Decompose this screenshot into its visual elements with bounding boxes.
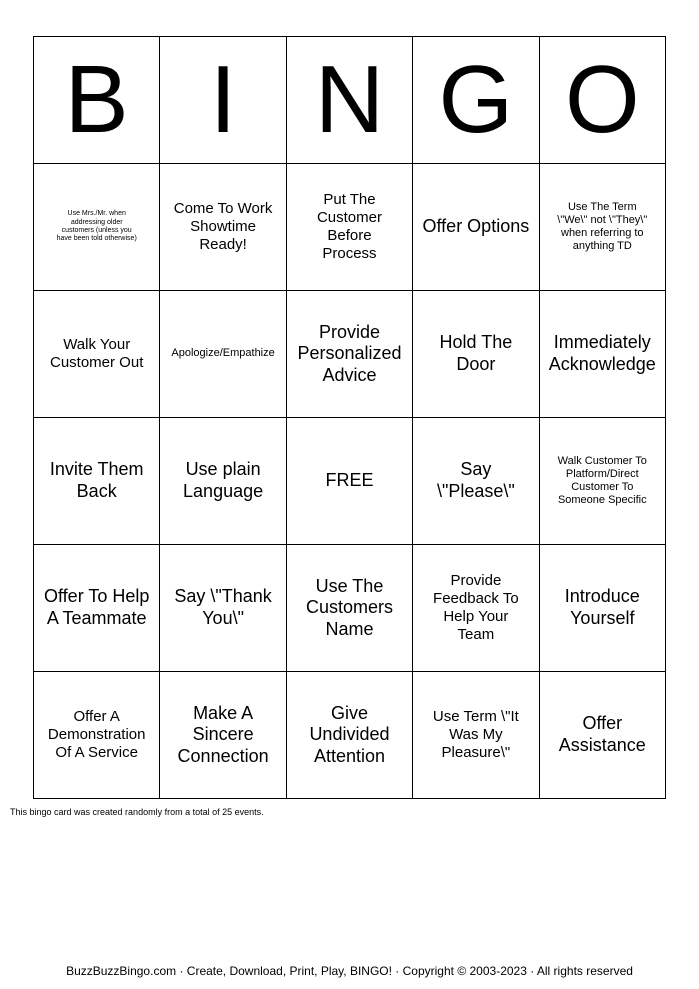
bingo-cell: Offer A Demonstration Of A Service	[34, 672, 160, 799]
bingo-cell: Offer Assistance	[539, 672, 665, 799]
bingo-cell: Say \"Please\"	[413, 418, 539, 545]
bingo-row-3	[34, 418, 666, 545]
bingo-cell: Introduce Yourself	[539, 545, 665, 672]
bingo-cell: Use Term \"It Was My Pleasure\"	[413, 672, 539, 799]
bingo-cell: Put The Customer Before Process	[286, 164, 412, 291]
header-letter-g: G	[413, 37, 539, 164]
bingo-cell: Use plain Language	[160, 418, 286, 545]
bingo-row-1	[34, 164, 666, 291]
bingo-cell: Use Mrs./Mr. when addressing older customers (unless you have been told otherwise)	[34, 164, 160, 291]
bingo-cell: Say \"Thank You\"	[160, 545, 286, 672]
bingo-card	[33, 36, 666, 799]
header-letter-n: N	[286, 37, 412, 164]
bingo-cell: Use The Customers Name	[286, 545, 412, 672]
bingo-row-5	[34, 672, 666, 799]
bingo-cell: Walk Customer To Platform/Direct Customer To Someone Specific	[539, 418, 665, 545]
bingo-cell: Provide Feedback To Help Your Team	[413, 545, 539, 672]
bingo-cell: Make A Sincere Connection	[160, 672, 286, 799]
bingo-row-2	[34, 291, 666, 418]
bingo-cell: Apologize/Empathize	[160, 291, 286, 418]
header-letter-o: O	[539, 37, 665, 164]
header-letter-i: I	[160, 37, 286, 164]
bingo-cell: Come To Work Showtime Ready!	[160, 164, 286, 291]
bingo-cell: Offer Options	[413, 164, 539, 291]
bingo-cell: Use The Term \"We\" not \"They\" when referring to anything TD	[539, 164, 665, 291]
bingo-cell: Invite Them Back	[34, 418, 160, 545]
card-generation-note: This bingo card was created randomly from a total of 25 events.	[10, 807, 264, 817]
bingo-free-space: FREE	[286, 418, 412, 545]
page-footer: BuzzBuzzBingo.com · Create, Download, Print, Play, BINGO! · Copyright © 2003-2023 · All rights reserved	[66, 964, 633, 978]
bingo-cell: Offer To Help A Teammate	[34, 545, 160, 672]
bingo-header-row	[34, 37, 666, 164]
bingo-cell: Walk Your Customer Out	[34, 291, 160, 418]
bingo-row-4	[34, 545, 666, 672]
bingo-cell: Immediately Acknowledge	[539, 291, 665, 418]
bingo-cell: Provide Personalized Advice	[286, 291, 412, 418]
bingo-cell: Give Undivided Attention	[286, 672, 412, 799]
header-letter-b: B	[34, 37, 160, 164]
bingo-cell: Hold The Door	[413, 291, 539, 418]
